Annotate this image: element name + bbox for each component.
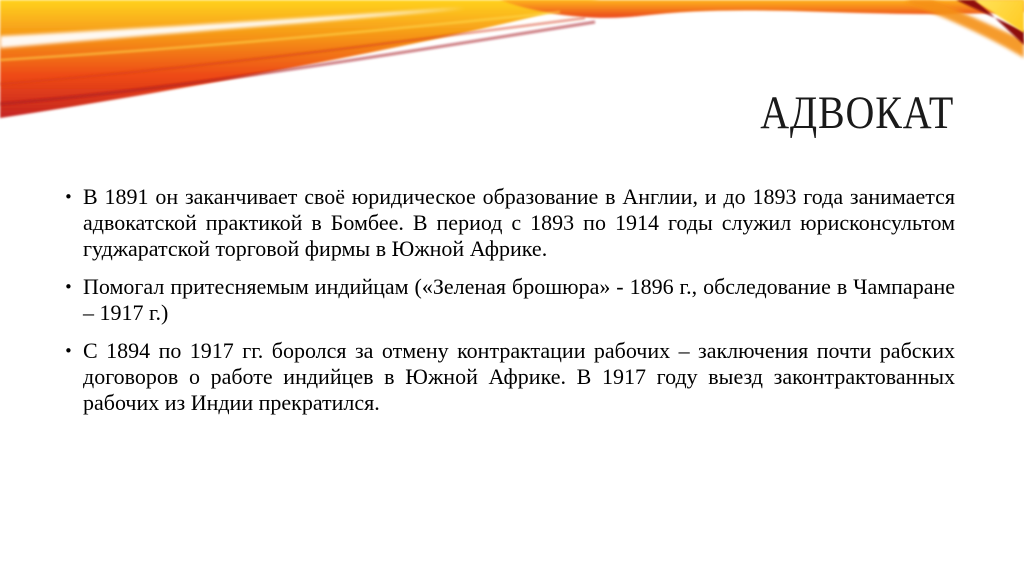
bullet-list [64,184,955,428]
slide-title: АДВОКАТ [760,87,954,139]
bullet-icon: • [64,342,73,360]
bullet-text: В 1891 он заканчивает своё юридическое образование в Англии, и до 1893 года занимается адвокатской практикой в Бомбее. В период с 1893 по 1914 годы служил юрисконсультом гуджаратской торговой фирмы в Южной Африке. [83,184,955,261]
bullet-icon: • [64,188,73,206]
list-item [64,338,955,416]
list-item [64,274,955,326]
list-item [64,184,955,262]
bullet-icon: • [64,278,73,296]
wave-decoration [0,0,1024,170]
bullet-text: С 1894 по 1917 гг. боролся за отмену контрактации рабочих – заключения почти рабских договоров о работе индийцев в Южной Африке. В 1917 году выезд законтрактованных рабочих из Индии прекратился. [83,338,955,415]
bullet-text: Помогал притесняемым индийцам («Зеленая брошюра» - 1896 г., обследование в Чампаране – 1917 г.) [83,274,955,325]
